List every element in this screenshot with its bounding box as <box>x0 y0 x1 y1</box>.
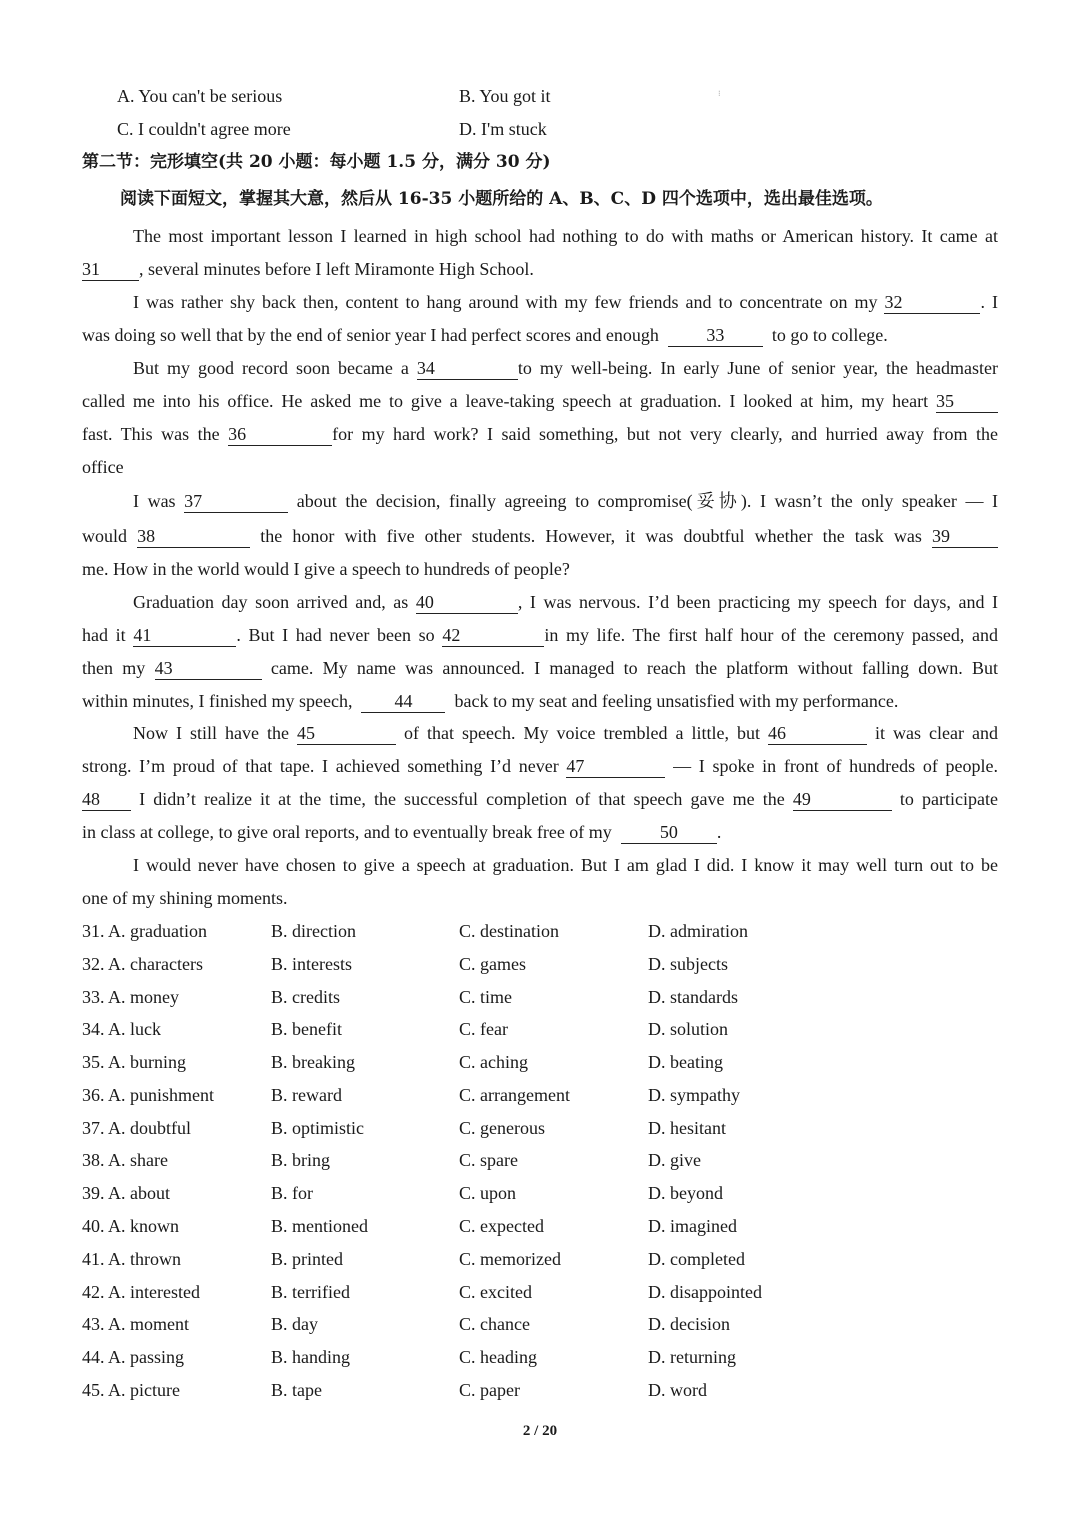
prev-option-a: A. You can't be serious <box>117 86 283 106</box>
option-a: 39. A. about <box>82 1183 170 1203</box>
passage-text: strong. I’m proud of that tape. I achieved something I’d never 47 — I spoke in front of hundreds of people. <box>82 756 999 776</box>
blank-41: 41 <box>133 624 236 647</box>
question-row <box>0 1308 1080 1341</box>
passage-text: called me into his office. He asked me to give a leave-taking speech at graduation. I looked at him, my heart 35 <box>82 385 998 418</box>
question-row <box>0 915 1080 948</box>
question-row <box>0 1210 1080 1243</box>
option-a: 32. A. characters <box>82 954 203 974</box>
option-a: 44. A. passing <box>82 1347 185 1367</box>
passage-text: I was rather shy back then, content to hang around with my few friends and to concentrate on my 32 . I <box>133 292 998 312</box>
blank-46: 46 <box>768 722 867 745</box>
passage-line <box>0 220 1080 253</box>
option-a: 36. A. punishment <box>82 1085 215 1105</box>
blank-37: 37 <box>184 490 288 513</box>
question-row <box>0 981 1080 1014</box>
option-a: 34. A. luck <box>82 1019 161 1039</box>
option-c: C. games <box>459 954 526 974</box>
option-b: B. printed <box>271 1249 343 1269</box>
page-number: 2 / 20 <box>522 1423 558 1439</box>
blank-45: 45 <box>297 722 396 745</box>
prev-options-row-2 <box>0 113 1080 146</box>
blank-50: 50 <box>621 821 717 844</box>
passage-text: would 38 the honor with five other students. However, it was doubtful whether the task was 39 <box>82 520 998 553</box>
passage-text: one of my shining moments. <box>82 888 288 908</box>
question-row <box>0 1341 1080 1374</box>
option-a: 38. A. share <box>82 1150 168 1170</box>
passage-line <box>0 286 1080 319</box>
passage-line <box>0 451 1080 484</box>
option-c: C. spare <box>459 1150 518 1170</box>
passage-line <box>0 586 1080 619</box>
option-a: 40. A. known <box>82 1216 180 1236</box>
passage-text: had it 41 . But I had never been so 42 in my life. The first half hour of the ceremony passed, and <box>82 625 999 645</box>
passage-text: Graduation day soon arrived and, as 40 , I was nervous. I’d been practicing my speech for days, and I <box>133 592 999 612</box>
option-b: B. optimistic <box>271 1118 365 1138</box>
blank-49: 49 <box>793 788 892 811</box>
option-c: C. upon <box>459 1183 517 1203</box>
option-c: C. arrangement <box>459 1085 570 1105</box>
option-d: D. hesitant <box>648 1118 726 1138</box>
option-d: D. decision <box>648 1314 730 1334</box>
option-a: 42. A. interested <box>82 1282 200 1302</box>
passage-line <box>0 418 1080 451</box>
question-row <box>0 1243 1080 1276</box>
question-row <box>0 1177 1080 1210</box>
option-d: D. imagined <box>648 1216 737 1236</box>
option-a: 33. A. money <box>82 987 179 1007</box>
question-row <box>0 1112 1080 1145</box>
section-title: 第二节：完形填空(共 20 小题：每小题 1.5 分，满分 30 分) <box>82 152 551 172</box>
passage-text: was doing so well that by the end of senior year I had perfect scores and enough 33 to go to college. <box>82 325 888 345</box>
option-b: B. mentioned <box>271 1216 368 1236</box>
blank-40: 40 <box>416 591 518 614</box>
option-c: C. aching <box>459 1052 528 1072</box>
option-d: D. disappointed <box>648 1282 762 1302</box>
passage-text: in class at college, to give oral reports, and to eventually break free of my 50 . <box>82 822 722 842</box>
question-row <box>0 948 1080 981</box>
scan-speck: ⁝ <box>718 89 721 98</box>
passage-text: Now I still have the 45 of that speech. My voice trembled a little, but 46 it was clear and <box>133 723 999 743</box>
passage-line <box>0 352 1080 385</box>
option-b: B. interests <box>271 954 352 974</box>
blank-44: 44 <box>361 690 445 713</box>
passage-line <box>0 553 1080 586</box>
option-a: 31. A. graduation <box>82 921 207 941</box>
prev-option-d: D. I'm stuck <box>459 119 547 139</box>
question-row <box>0 1046 1080 1079</box>
blank-35: 35 <box>936 390 998 413</box>
blank-31: 31 <box>82 258 139 281</box>
passage-text: fast. This was the 36 for my hard work? I said something, but not very clearly, and hurried away from the <box>82 424 998 444</box>
passage-line <box>0 520 1080 553</box>
option-b: B. terrified <box>271 1282 350 1302</box>
option-c: C. destination <box>459 921 559 941</box>
passage-line <box>0 882 1080 915</box>
option-a: 37. A. doubtful <box>82 1118 192 1138</box>
passage-text: 48 I didn’t realize it at the time, the successful completion of that speech gave me the 49 to participate <box>82 789 998 809</box>
passage-line <box>0 253 1080 286</box>
prev-options-row-1 <box>0 80 1080 113</box>
option-b: B. benefit <box>271 1019 342 1039</box>
passage-line <box>0 652 1080 685</box>
blank-36: 36 <box>228 423 332 446</box>
option-b: B. breaking <box>271 1052 355 1072</box>
question-row <box>0 1144 1080 1177</box>
passage-text: I would never have chosen to give a speech at graduation. But I am glad I did. I know it may well turn out to be <box>133 855 998 875</box>
blank-38: 38 <box>137 525 250 548</box>
blank-47: 47 <box>566 755 665 778</box>
passage-line <box>0 685 1080 718</box>
option-d: D. solution <box>648 1019 729 1039</box>
passage-line <box>0 849 1080 882</box>
section-instruction-row <box>0 183 1080 216</box>
blank-39: 39 <box>932 525 998 548</box>
passage-line <box>0 485 1080 518</box>
option-a: 43. A. moment <box>82 1314 189 1334</box>
option-b: B. reward <box>271 1085 342 1105</box>
prev-option-b: B. You got it <box>459 86 551 106</box>
option-d: D. completed <box>648 1249 745 1269</box>
option-a: 41. A. thrown <box>82 1249 181 1269</box>
option-c: C. time <box>459 987 512 1007</box>
blank-34: 34 <box>417 357 518 380</box>
option-d: D. returning <box>648 1347 736 1367</box>
option-c: C. generous <box>459 1118 545 1138</box>
passage-text: within minutes, I finished my speech, 44 back to my seat and feeling unsatisfied with my performance. <box>82 691 899 711</box>
option-c: C. fear <box>459 1019 508 1039</box>
option-b: B. day <box>271 1314 318 1334</box>
option-c: C. chance <box>459 1314 530 1334</box>
option-a: 35. A. burning <box>82 1052 187 1072</box>
passage-line <box>0 816 1080 849</box>
blank-32: 32 <box>884 291 980 314</box>
blank-42: 42 <box>442 624 544 647</box>
option-d: D. word <box>648 1380 707 1400</box>
passage-text: But my good record soon became a 34 to my well-being. In early June of senior year, the headmaster <box>133 358 998 378</box>
option-c: C. paper <box>459 1380 520 1400</box>
option-d: D. give <box>648 1150 701 1170</box>
option-b: B. direction <box>271 921 356 941</box>
passage-text: The most important lesson I learned in high school had nothing to do with maths or American history. It came at <box>133 226 998 246</box>
blank-48: 48 <box>82 788 131 811</box>
passage-text: , several minutes before I left Miramonte High School. <box>139 259 534 279</box>
question-row <box>0 1079 1080 1112</box>
option-c: C. memorized <box>459 1249 561 1269</box>
passage-line <box>0 717 1080 750</box>
option-c: C. excited <box>459 1282 532 1302</box>
option-c: C. heading <box>459 1347 537 1367</box>
option-a: 45. A. picture <box>82 1380 180 1400</box>
passage-text: me. How in the world would I give a speech to hundreds of people? <box>82 559 570 579</box>
section-title-row <box>0 146 1080 179</box>
question-row <box>0 1374 1080 1407</box>
option-d: D. admiration <box>648 921 748 941</box>
question-row <box>0 1276 1080 1309</box>
option-b: B. tape <box>271 1380 322 1400</box>
section-instruction: 阅读下面短文，掌握其大意，然后从 16-35 小题所给的 A、B、C、D 四个选项中，选出最佳选项。 <box>120 189 883 209</box>
option-d: D. sympathy <box>648 1085 740 1105</box>
passage-text: office <box>82 457 124 477</box>
blank-33: 33 <box>668 324 763 347</box>
option-d: D. beyond <box>648 1183 723 1203</box>
passage-text: then my 43 came. My name was announced. I managed to reach the platform without falling down. But <box>82 658 999 678</box>
option-b: B. bring <box>271 1150 331 1170</box>
passage-text: I was 37 about the decision, finally agreeing to compromise(妥协). I wasn’t the only speaker — I <box>133 491 999 511</box>
option-b: B. credits <box>271 987 340 1007</box>
prev-option-c: C. I couldn't agree more <box>117 119 291 139</box>
option-b: B. for <box>271 1183 313 1203</box>
option-d: D. subjects <box>648 954 728 974</box>
question-row <box>0 1013 1080 1046</box>
passage-line <box>0 619 1080 652</box>
passage-line <box>0 783 1080 816</box>
passage-line <box>0 750 1080 783</box>
option-d: D. beating <box>648 1052 723 1072</box>
passage-line <box>0 385 1080 418</box>
blank-43: 43 <box>155 657 262 680</box>
option-d: D. standards <box>648 987 738 1007</box>
option-b: B. handing <box>271 1347 350 1367</box>
option-c: C. expected <box>459 1216 544 1236</box>
passage-line <box>0 319 1080 352</box>
